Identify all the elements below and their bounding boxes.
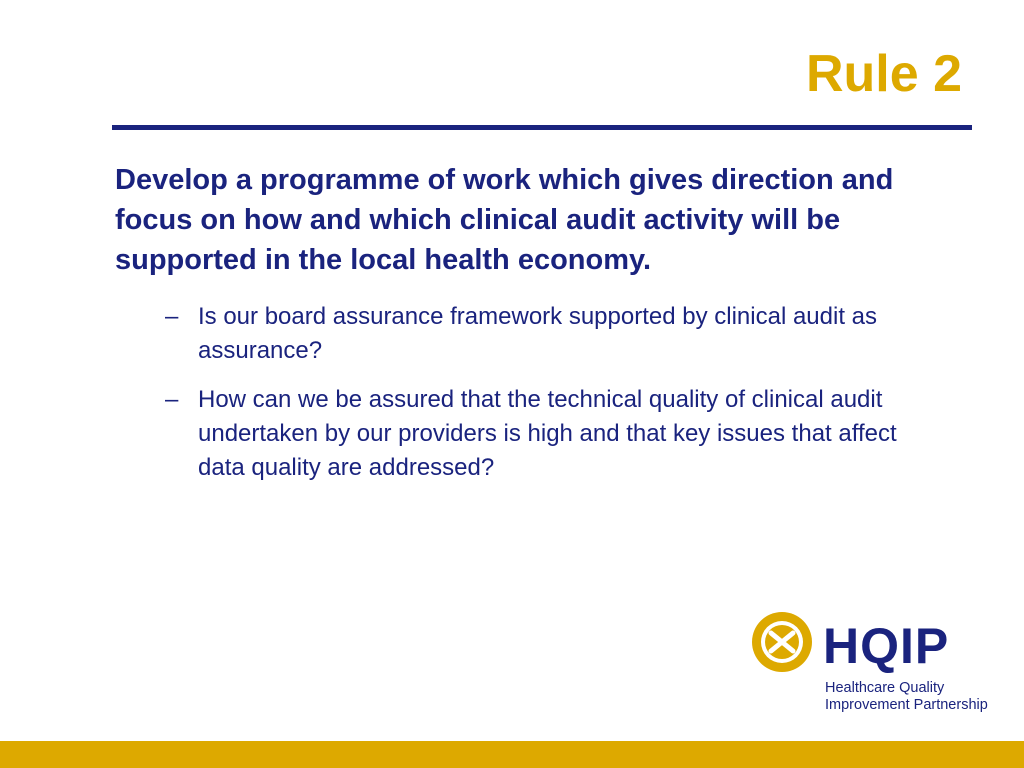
title-divider	[112, 125, 972, 130]
logo-tagline-line: Healthcare Quality	[825, 680, 945, 696]
sub-bullet-text: Is our board assurance framework supported by clinical audit as assurance?	[198, 303, 878, 364]
sub-bullet-list	[115, 300, 965, 485]
sub-bullet-item	[165, 383, 918, 485]
lead-statement: Develop a programme of work which gives direction and focus on how and which clinical audit activity will be supported in the local health economy.	[115, 164, 894, 276]
sub-bullet-item	[165, 300, 918, 368]
sub-bullet-text: How can we be assured that the technical quality of clinical audit undertaken by our providers is high and that key issues that affect data quality are addressed?	[198, 386, 897, 481]
hqip-emblem-icon	[750, 610, 814, 674]
hqip-logo	[750, 610, 1000, 720]
footer-bar	[0, 741, 1024, 768]
dash-bullet-marker: –	[165, 386, 179, 413]
logo-wordmark: HQIP	[823, 618, 950, 674]
slide-title: Rule 2	[805, 45, 962, 103]
logo-tagline	[825, 680, 988, 714]
logo-tagline-line: Improvement Partnership	[825, 697, 988, 713]
slide-body	[115, 160, 965, 500]
dash-bullet-marker: –	[165, 303, 179, 330]
